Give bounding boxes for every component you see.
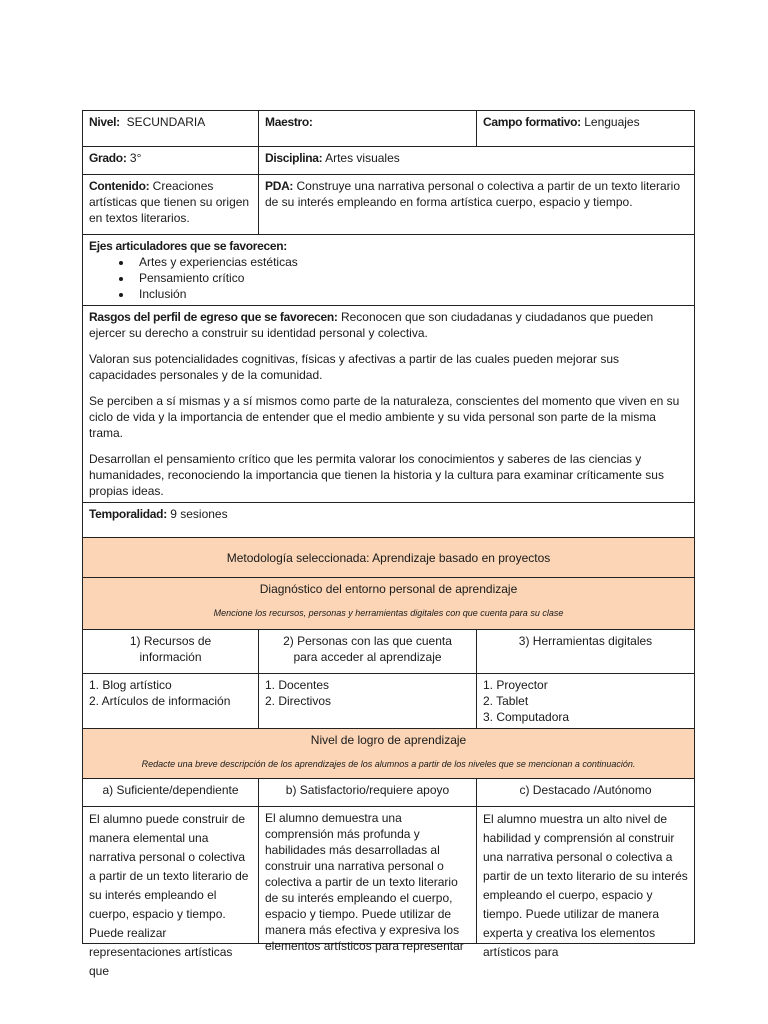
grado-value: 3°: [129, 151, 142, 165]
recursos-header: 1) Recursos de información: [83, 630, 259, 674]
destacado-desc: El alumno muestra un alto nivel de habilidad y comprensión al construir una narrativa personal o colectiva a partir de un texto literario de su interés empleando el cuerpo, espacio y tiempo. Puede utilizar de manera experta y creativa los elementos artísticos para: [483, 812, 688, 959]
nivel-cell: [83, 111, 259, 147]
maestro-cell: [259, 111, 477, 147]
satisfactorio-desc: El alumno demuestra una comprensión más profunda y habilidades más desarrolladas al construir una narrativa personal o colectiva a partir de un texto literario de su interés empleando el cuerpo, espacio y tiempo. Puede utilizar de manera más efectiva y expresiva los elementos artísticos para representar: [265, 811, 464, 953]
nivel-logro-title: Nivel de logro de aprendizaje: [310, 733, 467, 747]
personas-header: 2) Personas con las que cuenta para acceder al aprendizaje: [259, 630, 477, 674]
herramientas-header: 3) Herramientas digitales: [477, 630, 695, 674]
grado-cell: [83, 147, 259, 175]
planning-table: [82, 110, 695, 978]
temporalidad-value: 9 sesiones: [170, 507, 228, 521]
pda-value: Construye una narrativa personal o colectiva a partir de un texto literario de su interés empleando en forma artística cuerpo, espacio y tiempo.: [265, 179, 681, 209]
ejes-item: • Artes y experiencias estéticas: [133, 254, 688, 270]
personas-item: 1. Docentes: [265, 678, 330, 692]
disciplina-label: Disciplina:: [265, 151, 323, 165]
herramientas-item: 1. Proyector: [483, 678, 548, 692]
metodologia-cell: [83, 538, 695, 578]
ejes-cell: [83, 235, 695, 306]
rasgos-paragraph-3: Se perciben a sí mismas y a sí mismos como parte de la naturaleza, conscientes del momento que viven en su ciclo de vida y la importancia de entender que el medio ambiente y su vida personal son parte de la misma trama.: [89, 394, 680, 440]
diagnostico-headers-row: [83, 630, 695, 674]
ejes-list: [89, 254, 688, 302]
metodologia-row: [83, 538, 695, 578]
contenido-cell: [83, 175, 259, 235]
rasgos-paragraph-4: Desarrollan el pensamiento crítico que les permita valorar los conocimientos y saberes de las ciencias y humanidades, reconociendo la importancia que tienen la historia y la cultura para examinar críticamente sus propias ideas.: [89, 452, 664, 498]
suficiente-header: a) Suficiente/dependiente: [83, 779, 259, 807]
ejes-row: [83, 235, 695, 306]
destacado-header: c) Destacado /Autónomo: [477, 779, 695, 807]
nivel-logro-headers-row: [83, 779, 695, 807]
rasgos-paragraph-1: [89, 309, 688, 341]
temporalidad-row: [83, 503, 695, 538]
nivel-value: SECUNDARIA: [126, 115, 206, 129]
maestro-label: Maestro:: [265, 115, 313, 129]
rasgos-text-1: Reconocen que son ciudadanas y ciudadanos que pueden ejercer su derecho a construir su identidad personal y colectiva.: [89, 310, 654, 340]
ejes-label: Ejes articuladores que se favorecen:: [89, 239, 287, 253]
suficiente-desc: El alumno puede construir de manera elemental una narrativa personal o colectiva a partir de un texto literario de su interés empleando el cuerpo, espacio y tiempo. Puede realizar representaciones artísticas que: [89, 812, 249, 978]
rasgos-cell: [83, 306, 695, 503]
herramientas-item: 2. Tablet: [483, 694, 529, 708]
destacado-desc-cell: [477, 807, 695, 959]
nivel-logro-desc-row: [83, 807, 695, 944]
satisfactorio-header: b) Satisfactorio/requiere apoyo: [259, 779, 477, 807]
temporalidad-cell: [83, 503, 695, 538]
contenido-label: Contenido:: [89, 179, 150, 193]
nivel-logro-cell: [83, 729, 695, 779]
diagnostico-note: Mencione los recursos, personas y herramientas digitales con que cuenta para su clase: [213, 608, 564, 618]
rasgos-label: Rasgos del perfil de egreso que se favorecen:: [89, 310, 338, 324]
personas-item: 2. Directivos: [265, 694, 332, 708]
grado-row: [83, 147, 695, 175]
personas-cell: [259, 674, 477, 729]
diagnostico-row: [83, 578, 695, 630]
herramientas-item: 3. Computadora: [483, 710, 570, 724]
recursos-cell: [83, 674, 259, 729]
recursos-item: 1. Blog artístico: [89, 678, 172, 692]
planning-document: [82, 110, 694, 978]
campo-cell: [477, 111, 695, 147]
diagnostico-cell: [83, 578, 695, 630]
disciplina-cell: [259, 147, 695, 175]
contenido-row: [83, 175, 695, 235]
temporalidad-label: Temporalidad:: [89, 507, 167, 521]
ejes-item: • Inclusión: [133, 286, 688, 302]
disciplina-value: Artes visuales: [325, 151, 400, 165]
ejes-item: • Pensamiento crítico: [133, 270, 688, 286]
recursos-item: 2. Artículos de información: [89, 694, 231, 708]
diagnostico-values-row: [83, 674, 695, 729]
pda-cell: [259, 175, 695, 235]
campo-value: Lenguajes: [584, 115, 640, 129]
pda-label: PDA:: [265, 179, 294, 193]
campo-label: Campo formativo:: [483, 115, 581, 129]
rasgos-row: [83, 306, 695, 503]
diagnostico-title: Diagnóstico del entorno personal de aprendizaje: [259, 582, 518, 596]
header-row: [83, 111, 695, 147]
metodologia-text: Metodología seleccionada: Aprendizaje basado en proyectos: [226, 550, 551, 565]
rasgos-paragraph-2: Valoran sus potencialidades cognitivas, físicas y afectivas a partir de las cuales pueden mejorar sus capacidades personales y de la comunidad.: [89, 352, 620, 382]
nivel-logro-row: [83, 729, 695, 779]
grado-label: Grado:: [89, 151, 127, 165]
suficiente-desc-cell: [83, 807, 259, 978]
nivel-logro-note: Redacte una breve descripción de los aprendizajes de los alumnos a partir de los niveles que se mencionan a continuación.: [141, 759, 636, 769]
satisfactorio-desc-cell: [259, 807, 477, 953]
herramientas-cell: [477, 674, 695, 729]
contenido-value: Creaciones artísticas que tienen su origen en textos literarios.: [89, 179, 250, 225]
nivel-label: Nivel:: [89, 115, 120, 129]
